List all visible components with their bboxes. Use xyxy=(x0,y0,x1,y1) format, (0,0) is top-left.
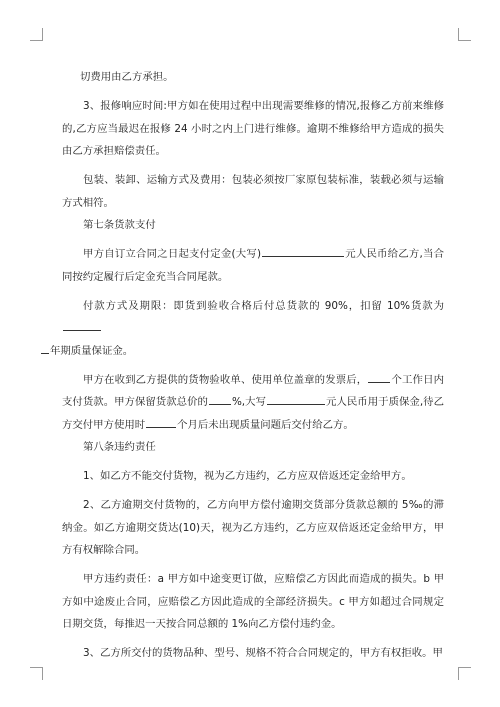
paragraph-invoice-payment xyxy=(62,369,444,437)
invoice-text-c: %,大写 xyxy=(231,396,266,408)
paragraph-packaging: 包装、装卸、运输方式及费用：包装必须按厂家原包装标准，装载必须与运输方式相符。 xyxy=(62,174,444,209)
invoice-text-a: 甲方在收到乙方提供的货物验收单、使用单位盖章的发票后， xyxy=(83,373,368,386)
document-body xyxy=(50,66,444,665)
deposit-text-b: 元人民币给乙方,当合同按约定履行后定金充当合同尾款。 xyxy=(62,248,444,283)
paragraph-deposit xyxy=(62,243,444,288)
crop-mark-top-right xyxy=(458,28,471,41)
crop-mark-bottom-left xyxy=(30,667,43,680)
retention-percent-blank xyxy=(209,394,231,405)
heading-article-8: 第八条违约责任 xyxy=(83,441,156,453)
paragraph-breach-1: 1、如乙方不能交付货物，视为乙方违约，乙方应双倍返还定金给甲方。 xyxy=(83,470,412,482)
crop-mark-bottom-right xyxy=(458,667,471,680)
workdays-blank xyxy=(368,372,390,383)
payment-text-a: 付款方式及期限：即货到验收合格后付总货款的 90%，扣留 10%货款为 xyxy=(83,299,444,312)
paragraph-repair-response: 3、报修响应时间:甲方如在使用过程中出现需要维修的情况,报修乙方前来维修的,乙方应当最迟在报修 24 小时之内上门进行维修。逾期不维修给甲方造成的损失由乙方承担赔偿责任。 xyxy=(62,100,444,157)
invoice-text-e: 个月后未出现质量问题后交付给乙方。 xyxy=(177,418,354,431)
deposit-amount-blank xyxy=(262,246,344,257)
paragraph-payment-method xyxy=(50,295,444,363)
heading-article-7: 第七条货款支付 xyxy=(83,219,156,231)
retention-amount-blank xyxy=(267,394,325,405)
warranty-year-blank-b xyxy=(41,343,49,354)
warranty-year-blank-a xyxy=(63,320,101,331)
paragraph-1: 切费用由乙方承担。 xyxy=(80,71,174,83)
paragraph-breach-3: 3、乙方所交付的货物品种、型号、规格不符合合同规定的，甲方有权拒收。甲 xyxy=(83,647,443,659)
deposit-text-a: 甲方自订立合同之日起支付定金(大写) xyxy=(83,248,262,260)
invoice-text-b: 个工作日内支付货款。甲方保留货款总价的 xyxy=(62,373,444,408)
invoice-text-d: 元人民币用于质保金,待乙方交付甲方使用时 xyxy=(62,396,444,431)
payment-text-b: 年期质量保证金。 xyxy=(50,344,134,357)
paragraph-breach-2: 2、乙方逾期交付货物的，乙方向甲方偿付逾期交货部分货款总额的 5‰的滞纳金。如乙方逾期交货达(10)天，视为乙方违约，乙方应双倍返还定金给甲方，甲方有权解除合同。 xyxy=(62,499,444,556)
months-blank xyxy=(146,417,176,428)
crop-mark-top-left xyxy=(30,28,43,41)
paragraph-party-a-liability: 甲方违约责任：a 甲方如中途变更订做，应赔偿乙方因此而造成的损失。b 甲方如中途废止合同，应赔偿乙方因此造成的全部经济损失。c 甲方如超过合同规定日期交货，每推迟一天按合同总额的 1%向乙方偿付违约金。 xyxy=(62,573,444,630)
